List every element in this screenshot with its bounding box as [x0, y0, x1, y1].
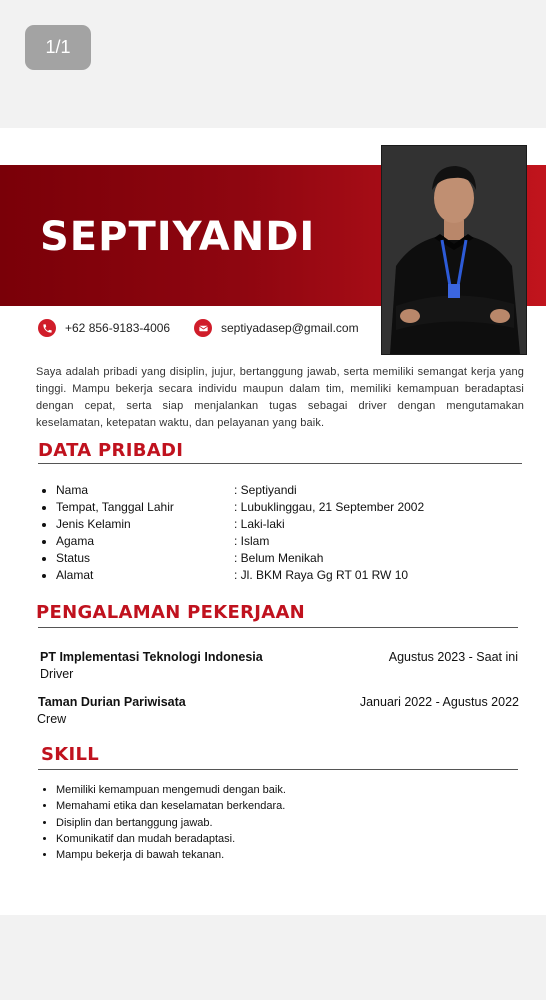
divider: [38, 463, 522, 464]
job-company-2: Taman Durian Pariwisata: [38, 695, 186, 709]
section-title-skill: SKILL: [41, 744, 100, 765]
divider: [38, 769, 518, 770]
email-contact: [194, 319, 359, 337]
personal-item-religion: • Agama : Islam: [56, 533, 424, 550]
phone-number: +62 856-9183-4006: [65, 321, 171, 335]
phone-icon: [38, 319, 56, 337]
section-title-experience: PENGALAMAN PEKERJAAN: [36, 602, 306, 623]
skill-item: • Disiplin dan bertanggung jawab.: [56, 815, 286, 831]
skill-item: • Memahami etika dan keselamatan berkendara.: [56, 798, 286, 814]
job-period-1: Agustus 2023 - Saat ini: [388, 650, 518, 664]
skill-item: • Komunikatif dan mudah beradaptasi.: [56, 831, 286, 847]
person-photo-icon: [382, 146, 526, 354]
job-role-2: Crew: [37, 712, 67, 726]
skill-item: • Memiliki kemampuan mengemudi dengan baik.: [56, 782, 286, 798]
personal-item-address: • Alamat : Jl. BKM Raya Gg RT 01 RW 10: [56, 567, 424, 584]
candidate-name: SEPTIYANDI: [40, 214, 316, 260]
divider: [38, 627, 518, 628]
profile-summary: Saya adalah pribadi yang disiplin, jujur, bertanggung jawab, serta memiliki semangat kerja yang tinggi. Mampu bekerja secara individu maupun dalam tim, memiliki kemampuan beradaptasi dengan cepat, serta siap menjalankan tugas sebagai driver dengan mengutamakan keselamatan, ketepatan waktu, dan pelayanan yang baik.: [36, 366, 524, 429]
job-role-1: Driver: [40, 667, 74, 681]
phone-contact: [38, 319, 170, 337]
email-address: septiyadasep@gmail.com: [221, 321, 359, 335]
personal-data-list: [36, 482, 424, 584]
email-icon: [194, 319, 212, 337]
skills-list: [36, 782, 286, 863]
personal-item-birth: • Tempat, Tanggal Lahir : Lubuklinggau, 21 September 2002: [56, 499, 424, 516]
page-indicator: 1/1: [25, 25, 91, 70]
section-title-personal: DATA PRIBADI: [38, 440, 184, 461]
personal-item-gender: • Jenis Kelamin : Laki-laki: [56, 516, 424, 533]
profile-photo: [381, 145, 527, 355]
job-period-2: Januari 2022 - Agustus 2022: [359, 695, 519, 709]
personal-item-name: • Nama : Septiyandi: [56, 482, 424, 499]
skill-item: • Mampu bekerja di bawah tekanan.: [56, 847, 286, 863]
personal-item-status: • Status : Belum Menikah: [56, 550, 424, 567]
job-company-1: PT Implementasi Teknologi Indonesia: [40, 650, 263, 664]
resume-page: [0, 128, 546, 915]
